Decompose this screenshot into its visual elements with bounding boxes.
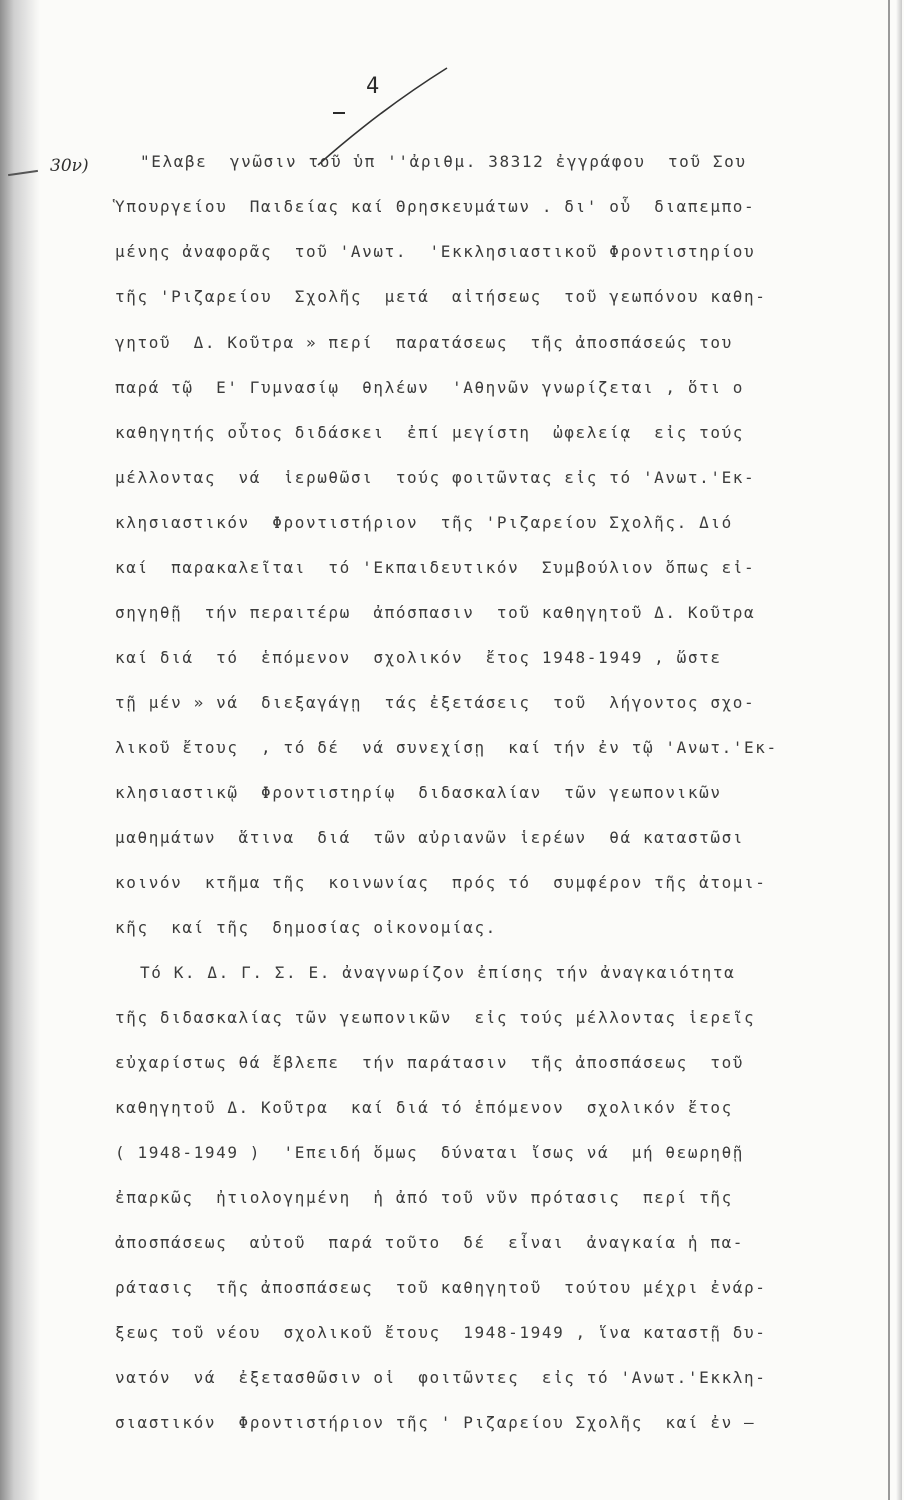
text-line: παρά τῷ Ε' Γυμνασίῳ θηλέων 'Αθηνῶν γνωρίζεται , ὅτι ο	[115, 378, 745, 397]
scan-right-edge-shadow	[896, 0, 902, 1500]
item-number: 30ν)	[50, 156, 89, 176]
text-line: μαθημάτων ἅτινα διά τῶν αὐριανῶν ἱερέων θά καταστῶσι	[115, 828, 745, 847]
text-line: μένης ἀναφορᾶς τοῦ 'Ανωτ. 'Εκκλησιαστικοῦ Φροντιστηρίου	[115, 242, 756, 261]
text-line: ἀποσπάσεως αὐτοῦ παρά τοῦτο δέ εἶναι ἀναγκαία ἡ πα-	[115, 1233, 745, 1252]
text-line: ράτασις τῆς ἀποσπάσεως τοῦ καθηγητοῦ τούτου μέχρι ἐνάρ-	[115, 1278, 767, 1297]
text-line: γητοῦ Δ. Κοῦτρα » περί παρατάσεως τῆς ἀποσπάσεώς του	[115, 333, 733, 352]
page-number: 4	[366, 74, 380, 99]
text-line: τῇ μέν » νά διεξαγάγῃ τάς ἐξετάσεις τοῦ λήγοντος σχο-	[115, 693, 756, 712]
text-line: σιαστικόν Φροντιστήριον τῆς ' Ριζαρείου Σχολῆς καί ἐν —	[115, 1413, 756, 1432]
text-line: τῆς διδασκαλίας τῶν γεωπονικῶν εἰς τούς μέλλοντας ἱερεῖς	[115, 1008, 756, 1027]
text-line: κλησιαστικόν Φροντιστήριον τῆς 'Ριζαρείου Σχολῆς. Διό	[115, 513, 733, 532]
text-line: ξεως τοῦ νέου σχολικοῦ ἔτους 1948-1949 , ἵνα καταστῇ δυ-	[115, 1323, 767, 1342]
text-line: κῆς καί τῆς δημοσίας οἰκονομίας.	[115, 918, 497, 937]
text-line: μέλλοντας νά ἱερωθῶσι τούς φοιτῶντας εἰς τό 'Ανωτ.'Εκ-	[115, 468, 756, 487]
text-line: καί παρακαλεῖται τό 'Εκπαιδευτικόν Συμβούλιον ὅπως εἰ-	[115, 558, 756, 577]
text-line: κοινόν κτῆμα τῆς κοινωνίας πρός τό συμφέρον τῆς ἀτομι-	[115, 873, 767, 892]
text-line: κλησιαστικῷ Φροντιστηρίῳ διδασκαλίαν τῶν γεωπονικῶν	[115, 783, 722, 802]
scan-right-edge-line	[888, 0, 890, 1500]
text-line: "Ελαβε γνῶσιν τοῦ ὑπ ''ἀριθμ. 38312 ἐγγράφου τοῦ Σου	[140, 152, 747, 171]
text-line: ἐπαρκῶς ἠτιολογημένη ἡ ἀπό τοῦ νῦν πρότασις περί τῆς	[115, 1188, 733, 1207]
text-line: σηγηθῇ τήν περαιτέρω ἀπόσπασιν τοῦ καθηγητοῦ Δ. Κοῦτρα	[115, 603, 756, 622]
text-line: τῆς 'Ριζαρείου Σχολῆς μετά αἰτήσεως τοῦ γεωπόνου καθη-	[115, 287, 767, 306]
text-line: καθηγητής οὗτος διδάσκει ἐπί μεγίστη ὠφελείᾳ εἰς τούς	[115, 423, 745, 442]
scan-left-edge-shadow	[0, 0, 40, 1500]
text-line: λικοῦ ἔτους , τό δέ νά συνεχίσῃ καί τήν ἐν τῷ 'Ανωτ.'Εκ-	[115, 738, 778, 757]
text-line: καθηγητοῦ Δ. Κοῦτρα καί διά τό ἑπόμενον σχολικόν ἔτος	[115, 1098, 733, 1117]
text-line: καί διά τό ἑπόμενον σχολικόν ἔτος 1948-1949 , ὥστε	[115, 648, 722, 667]
text-line: Ὑπουργείου Παιδείας καί Θρησκευμάτων . δι' οὗ διαπεμπο-	[115, 197, 756, 216]
text-line: ( 1948-1949 ) 'Επειδή ὅμως δύναται ἴσως νά μή θεωρηθῇ	[115, 1143, 745, 1162]
text-line: εὐχαρίστως θά ἔβλεπε τήν παράτασιν τῆς ἀποσπάσεως τοῦ	[115, 1053, 745, 1072]
text-line: Τό Κ. Δ. Γ. Σ. Ε. ἀναγνωρίζον ἐπίσης τήν ἀναγκαιότητα	[140, 963, 736, 982]
text-line: νατόν νά ἐξετασθῶσιν οἱ φοιτῶντες εἰς τό 'Ανωτ.'Εκκλη-	[115, 1368, 767, 1387]
